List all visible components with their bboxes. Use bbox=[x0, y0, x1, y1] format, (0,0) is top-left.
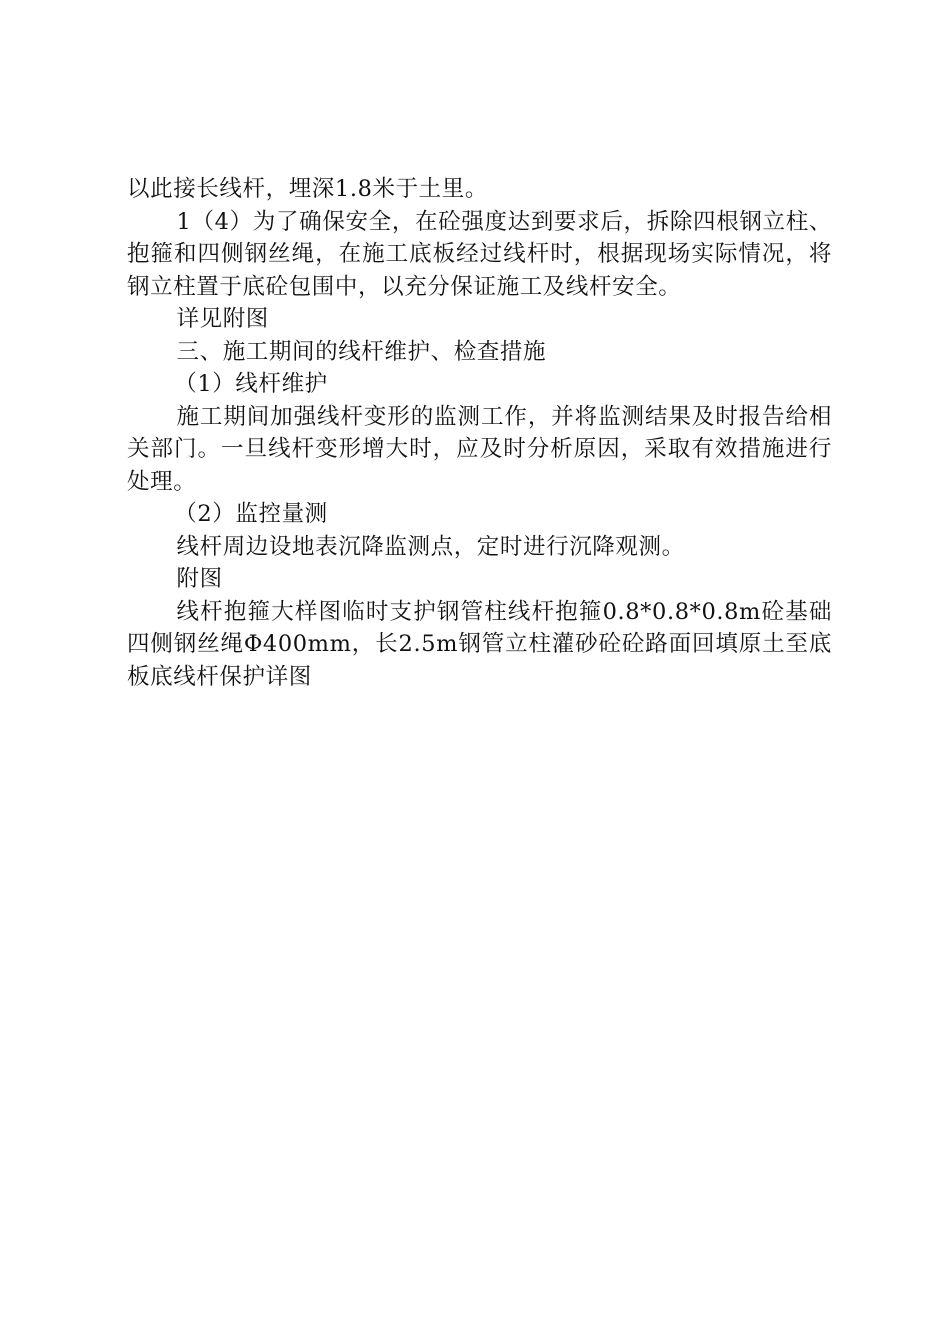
document-body bbox=[127, 173, 832, 693]
paragraph-settlement-points: 线杆周边设地表沉降监测点，定时进行沉降观测。 bbox=[176, 533, 685, 560]
paragraph-safety-measures: 1（4）为了确保安全，在砼强度达到要求后，拆除四根钢立柱、抱箍和四侧钢丝绳，在施工底板经过线杆时，根据现场实际情况，将钢立柱置于底砼包围中，以充分保证施工及线杆安全。 bbox=[127, 208, 832, 300]
section-heading-maintenance: 三、施工期间的线杆维护、检查措施 bbox=[176, 338, 547, 365]
paragraph-see-figure: 详见附图 bbox=[176, 306, 269, 332]
paragraph-figure-labels: 线杆抱箍大样图临时支护钢管柱线杆抱箍0.8*0.8*0.8m砼基础四侧钢丝绳Φ400mm，长2.5m钢管立柱灌砂砼砼路面回填原土至底板底线杆保护详图 bbox=[127, 598, 832, 690]
subheading-monitoring-measurement: （2）监控量测 bbox=[174, 501, 328, 527]
paragraph-attached-figure: 附图 bbox=[176, 566, 223, 592]
paragraph-monitoring-work: 施工期间加强线杆变形的监测工作，并将监测结果及时报告给相关部门。一旦线杆变形增大时，应及时分析原因，采取有效措施进行处理。 bbox=[127, 403, 832, 495]
subheading-pole-maintenance: （1）线杆维护 bbox=[174, 371, 328, 397]
paragraph-continuation: 以此接长线杆，埋深1.8米于土里。 bbox=[127, 176, 488, 202]
